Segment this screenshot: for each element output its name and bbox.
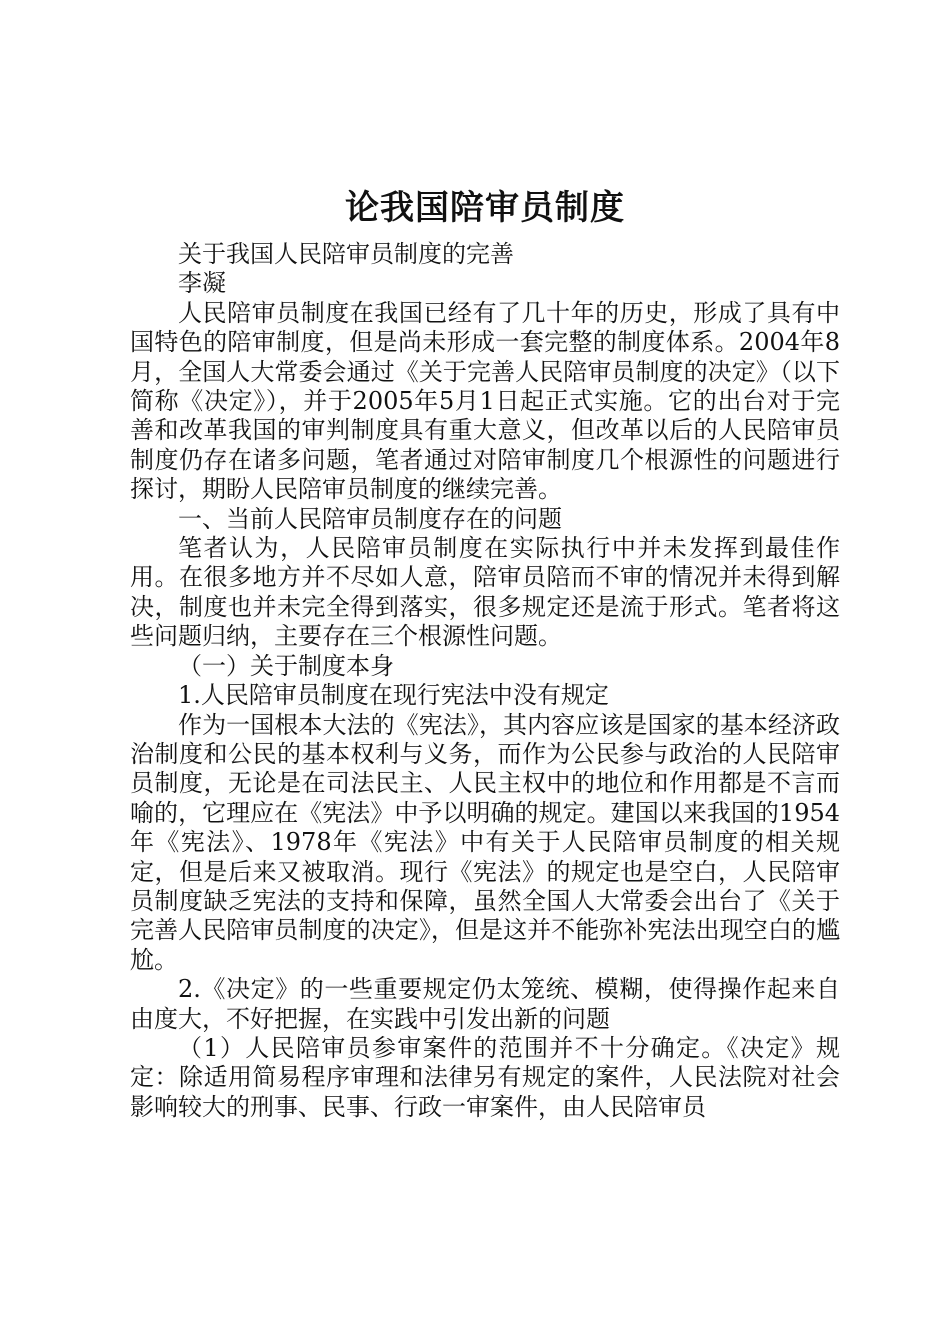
body-paragraph: 作为一国根本大法的《宪法》，其内容应该是国家的基本经济政治制度和公民的基本权利与义务，而作为公民参与政治的人民陪审员制度，无论是在司法民主、人民主权中的地位和作用都是不言而喻的，它理应在《宪法》中予以明确的规定。建国以来我国的1954年《宪法》、1978年《宪法》中有关于人民陪审员制度的相关规定，但是后来又被取消。现行《宪法》的规定也是空白，人民陪审员制度缺乏宪法的支持和保障，虽然全国人大常委会出台了《关于完善人民陪审员制度的决定》，但是这并不能弥补宪法出现空白的尴尬。 [130, 710, 840, 974]
body-paragraph: 笔者认为，人民陪审员制度在实际执行中并未发挥到最佳作用。在很多地方并不尽如人意，陪审员陪而不审的情况并未得到解决，制度也并未完全得到落实，很多规定还是流于形式。笔者将这些问题归纳，主要存在三个根源性问题。 [130, 534, 840, 651]
author-paragraph: 李凝 [178, 269, 226, 298]
document-title: 论我国陪审员制度 [345, 188, 625, 228]
document-body [130, 240, 840, 1122]
point-heading: 1.人民陪审员制度在现行宪法中没有规定 [178, 681, 609, 710]
body-paragraph: （1）人民陪审员参审案件的范围并不十分确定。《决定》规定：除适用简易程序审理和法律另有规定的案件，人民法院对社会影响较大的刑事、民事、行政一审案件，由人民陪审员 [130, 1033, 840, 1121]
section-heading: 一、当前人民陪审员制度存在的问题 [178, 504, 562, 533]
body-paragraph: 人民陪审员制度在我国已经有了几十年的历史，形成了具有中国特色的陪审制度，但是尚未形成一套完整的制度体系。2004年8月，全国人大常委会通过《关于完善人民陪审员制度的决定》（以下简称《决定》），并于2005年5月1日起正式实施。它的出台对于完善和改革我国的审判制度具有重大意义，但改革以后的人民陪审员制度仍存在诸多问题，笔者通过对陪审制度几个根源性的问题进行探讨，期盼人民陪审员制度的继续完善。 [130, 298, 840, 504]
subsection-heading: （一）关于制度本身 [178, 651, 394, 680]
subtitle-paragraph: 关于我国人民陪审员制度的完善 [178, 240, 514, 268]
point-heading: 2.《决定》的一些重要规定仍太笼统、模糊，使得操作起来自由度大，不好把握，在实践中引发出新的问题 [130, 975, 840, 1033]
document-page [130, 180, 840, 1122]
